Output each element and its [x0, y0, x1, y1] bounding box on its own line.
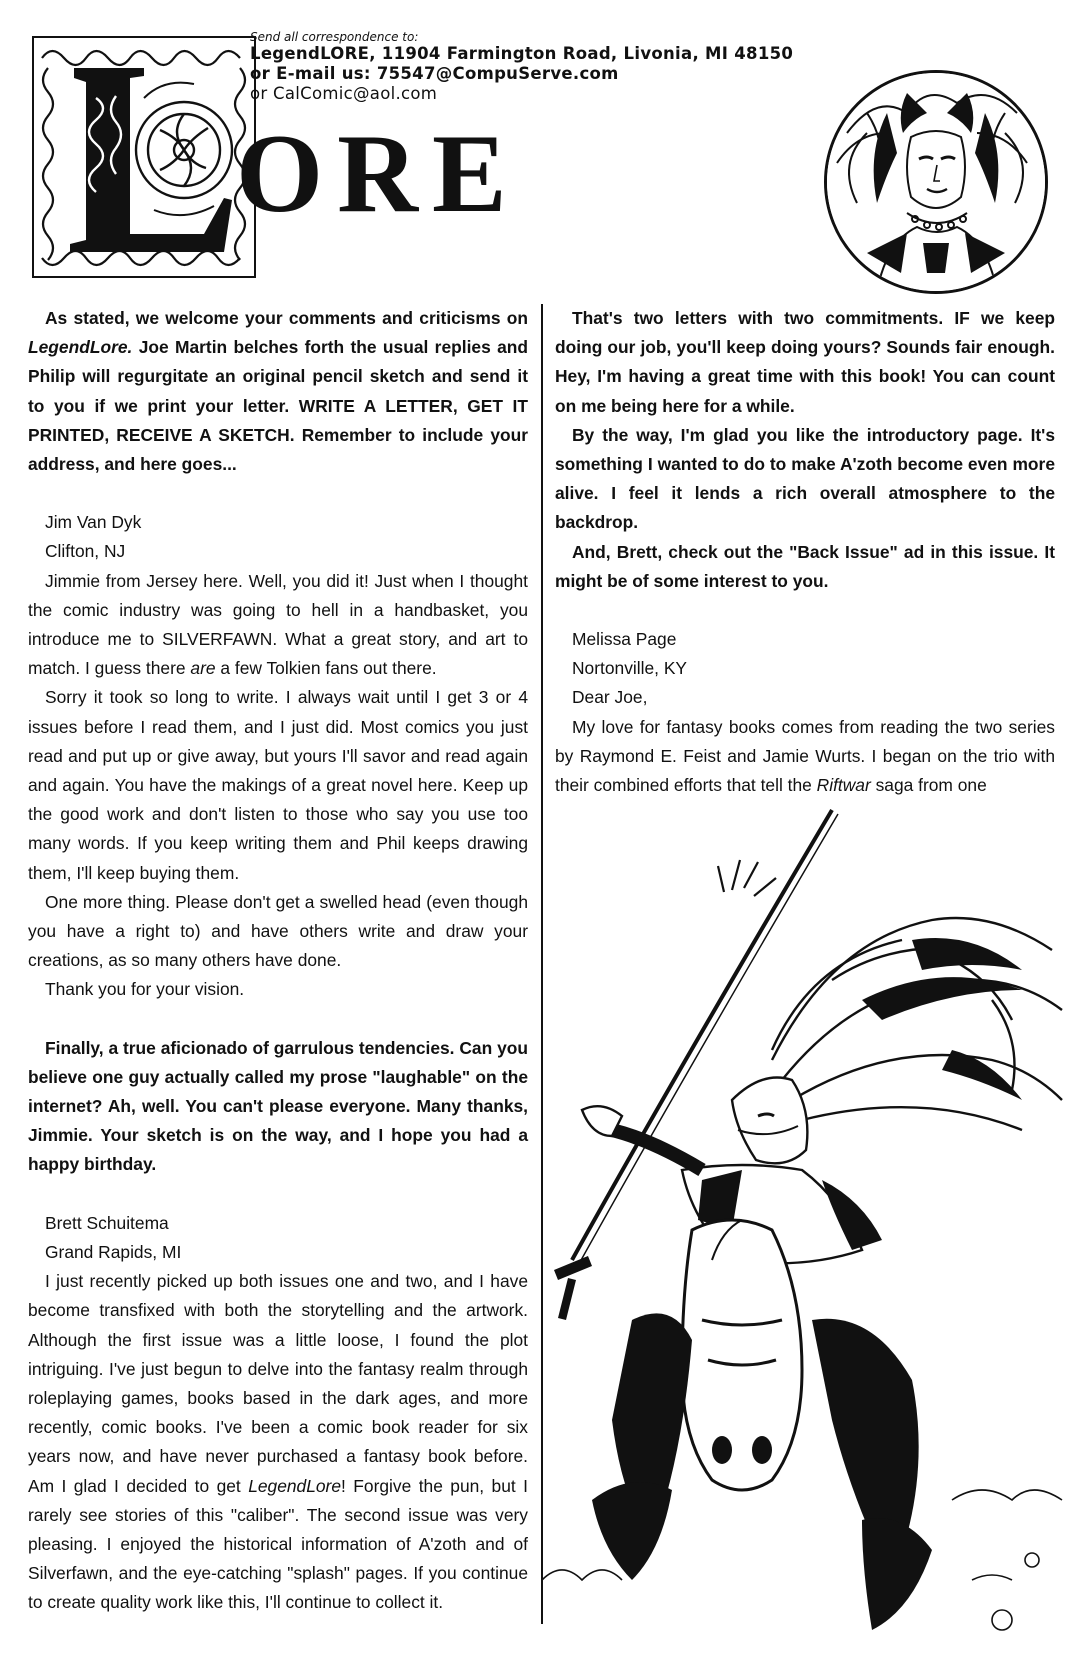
letter3-paragraph — [555, 713, 1055, 801]
letter2-text: I just recently picked up both issues one and two, and I have become transfixed with both the storytelling and the artwork. Although the first issue was a little loose, I found the plot intriguing. I've just begun to delve into the fantasy realm through roleplaying games, books based in the dark ages, and more recently, comic books. I've been a comic book reader for six years now, and have never purchased a fantasy book before. Am I glad I decided to get — [28, 1271, 528, 1496]
letter1-city: Clifton, NJ — [45, 541, 126, 562]
ornate-l-icon — [34, 38, 254, 276]
letter1-emphasis: are — [190, 658, 216, 679]
letter1-paragraph-3: One more thing. Please don't get a swelled head (even though you have a right to) and have others write and draw your creations, as so many others have done. — [28, 891, 528, 971]
illuminated-letter-logo — [32, 36, 256, 278]
letters-left-column — [28, 304, 528, 1618]
letter1-text: Jimmie from Jersey here. Well, you did it! Just when I thought the comic industry was going to hell in a handbasket, you introduce me to SILVERFAWN. What a great story, and art to match. I guess there — [28, 570, 528, 679]
intro-title-italic: LegendLore. — [28, 337, 133, 358]
elf-portrait-icon — [827, 73, 1045, 291]
editorial-intro — [28, 304, 528, 479]
editor-reply-2-p3: And, Brett, check out the "Back Issue" ad in this issue. It might be of some interest to you. — [555, 541, 1055, 591]
letter1-paragraph-2: Sorry it took so long to write. I always wait until I get 3 or 4 issues before I read them, and I just did. Most comics you just read and put up or give away, but yours I'll savor and read again and again. You have the makings of a great novel here. Keep up the good work and don't listen to those who say you use too many words. If you keep writing them and Phil keeps drawing them, I'll keep buying them. — [28, 687, 528, 883]
letter2-paragraph — [28, 1267, 528, 1617]
letter3-salutation: Dear Joe, — [572, 687, 648, 708]
lore-logo-text: ORE — [236, 112, 521, 236]
rider-with-sword-icon — [532, 800, 1076, 1680]
warrior-on-horse-illustration — [532, 800, 1076, 1680]
editor-reply-2: That's two letters with two commitments. IF we keep doing our job, you'll keep doing yours? Sounds fair enough. Hey, I'm having a great time with this book! You can count on me being here for a while. — [555, 308, 1055, 416]
letter3-title-italic: Riftwar — [816, 775, 871, 796]
letter2-text-end: ! Forgive the pun, but I rarely see stories of this "caliber". The second issue was very pleasing. I enjoyed the historical information of A'zoth and of Silverfawn, and the eye-catching "splash" pages. If you continue to create quality work like this, I'll continue to collect it. — [28, 1475, 528, 1613]
intro-text-cont: Joe Martin belches forth the usual replies and Philip will regurgitate an original pencil sketch and send it to you if we print your letter. WRITE A LETTER, GET IT PRINTED, RECEIVE A SKETCH. Remember to include your address, and here goes... — [28, 337, 528, 475]
letter2-title-italic: LegendLore — [248, 1475, 342, 1496]
letter2-name: Brett Schuitema — [45, 1212, 169, 1233]
editor-reply-2-p2: By the way, I'm glad you like the introductory page. It's something I wanted to do to make A'zoth become even more alive. I feel it lends a rich overall atmosphere to the backdrop. — [555, 424, 1055, 533]
address-email-alt: or CalComic@aol.com — [250, 83, 438, 103]
address-mail: LegendLORE, 11904 Farmington Road, Livonia, MI 48150 — [250, 44, 794, 64]
letters-right-column — [555, 304, 1055, 800]
letter2-city: Grand Rapids, MI — [45, 1241, 182, 1262]
correspondence-address — [250, 30, 793, 104]
letter3-text: My love for fantasy books comes from reading the two series by Raymond E. Feist and Jamie Wurts. I began on the trio with their combined efforts that tell the — [555, 716, 1055, 796]
intro-text: As stated, we welcome your comments and criticisms on — [45, 308, 528, 328]
address-intro: Send all correspondence to: — [250, 30, 419, 44]
letter1-paragraph-4: Thank you for your vision. — [45, 979, 245, 1000]
letter1-name: Jim Van Dyk — [45, 512, 142, 533]
letter1-paragraph — [28, 567, 528, 684]
address-email: or E-mail us: 75547@CompuServe.com — [250, 64, 619, 84]
letter1-text-end: a few Tolkien fans out there. — [215, 658, 437, 679]
character-portrait-medallion — [824, 70, 1048, 294]
letter3-name: Melissa Page — [572, 629, 677, 650]
letter3-city: Nortonville, KY — [572, 658, 688, 679]
editor-reply-1: Finally, a true aficionado of garrulous tendencies. Can you believe one guy actually called my prose "laughable" on the internet? Ah, well. You can't please everyone. Many thanks, Jimmie. Your sketch is on the way, and I hope you had a happy birthday. — [28, 1037, 528, 1175]
letter3-text-end: saga from one — [870, 775, 987, 796]
